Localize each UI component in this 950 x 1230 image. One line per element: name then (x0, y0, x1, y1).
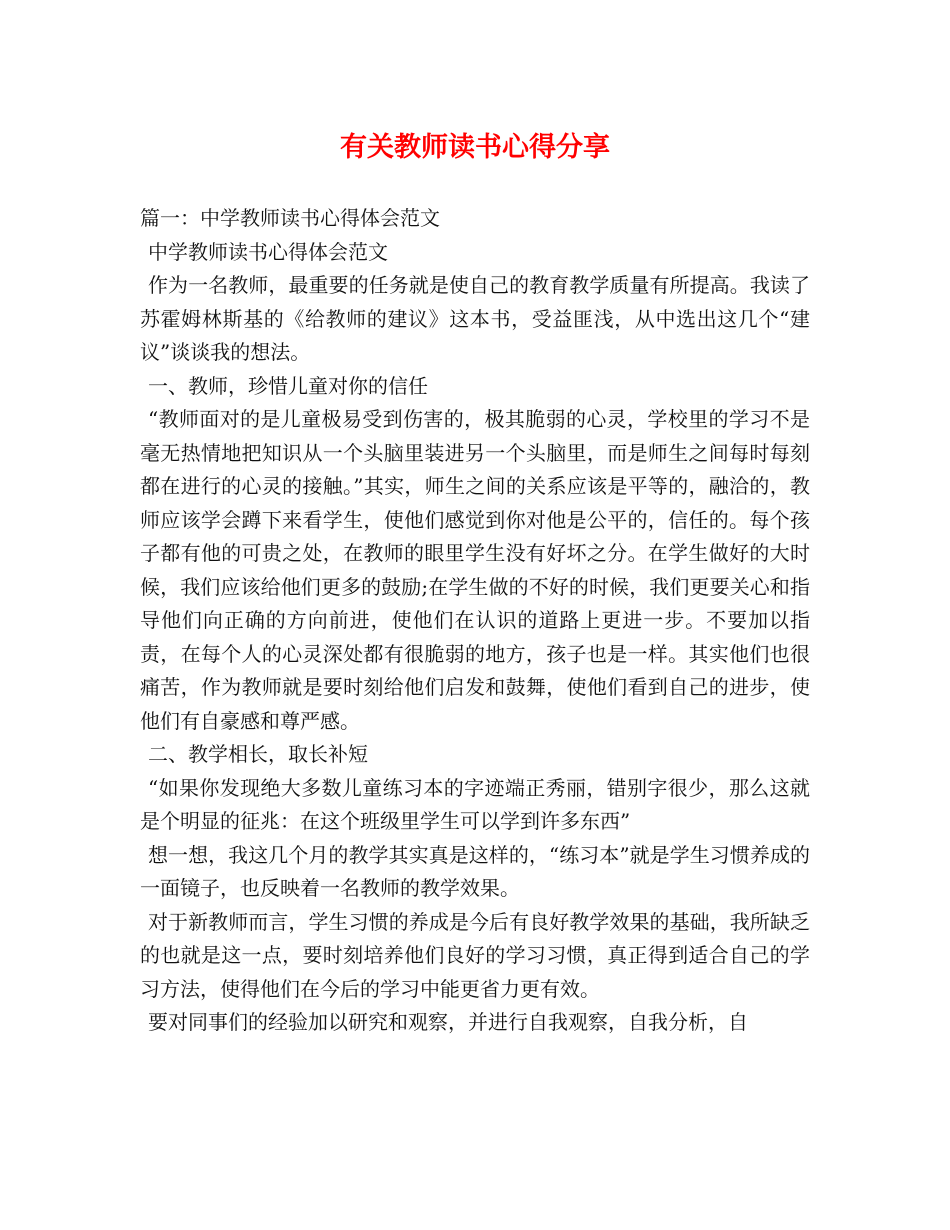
section-heading: 篇一：中学教师读书心得体会范文 (140, 206, 440, 230)
point-heading: 二、教学相长，取长补短 (148, 742, 368, 766)
body-paragraph: 作为一名教师，最重要的任务就是使自己的教育教学质量有所提高。我读了苏霍姆林斯基的《给教师的建议》这本书，受益匪浅，从中选出这几个“建议”谈谈我的想法。 (140, 273, 810, 364)
body-paragraph: “教师面对的是儿童极易受到伤害的，极其脆弱的心灵，学校里的学习不是毫无热情地把知识从一个头脑里装进另一个头脑里，而是师生之间每时每刻都在进行的心灵的接触。”其实，师生之间的关系应该是平等的，融洽的，教师应该学会蹲下来看学生，使他们感觉到你对他是公平的，信任的。每个孩子都有他的可贵之处，在教师的眼里学生没有好坏之分。在学生做好的大时候，我们应该给他们更多的鼓励;在学生做的不好的时候，我们更要关心和指导他们向正确的方向前进，使他们在认识的道路上更进一步。不要加以指责，在每个人的心灵深处都有很脆弱的地方，孩子也是一样。其实他们也很痛苦，作为教师就是要时刻给他们启发和鼓舞，使他们看到自己的进步，使他们有自豪感和尊严感。 (140, 407, 810, 733)
point-heading: 一、教师，珍惜儿童对你的信任 (148, 373, 428, 398)
body-paragraph: 想一想，我这几个月的教学其实真是这样的，“练习本”就是学生习惯养成的一面镜子，也反映着一名教师的教学效果。 (140, 842, 810, 900)
subtitle: 中学教师读书心得体会范文 (148, 239, 388, 264)
body-paragraph: “如果你发现绝大多数儿童练习本的字迹端正秀丽，错别字很少，那么这就是个明显的征兆：在这个班级里学生可以学到许多东西” (140, 775, 810, 833)
body-paragraph: 要对同事们的经验加以研究和观察，并进行自我观察，自我分析，自 (148, 1010, 748, 1034)
body-paragraph: 对于新教师而言，学生习惯的养成是今后有良好教学效果的基础，我所缺乏的也就是这一点，要时刻培养他们良好的学习习惯，真正得到适合自己的学习方法，使得他们在今后的学习中能更省力更有效。 (140, 909, 810, 1001)
document-body (140, 202, 810, 1040)
document-title: 有关教师读书心得分享 (340, 132, 610, 163)
